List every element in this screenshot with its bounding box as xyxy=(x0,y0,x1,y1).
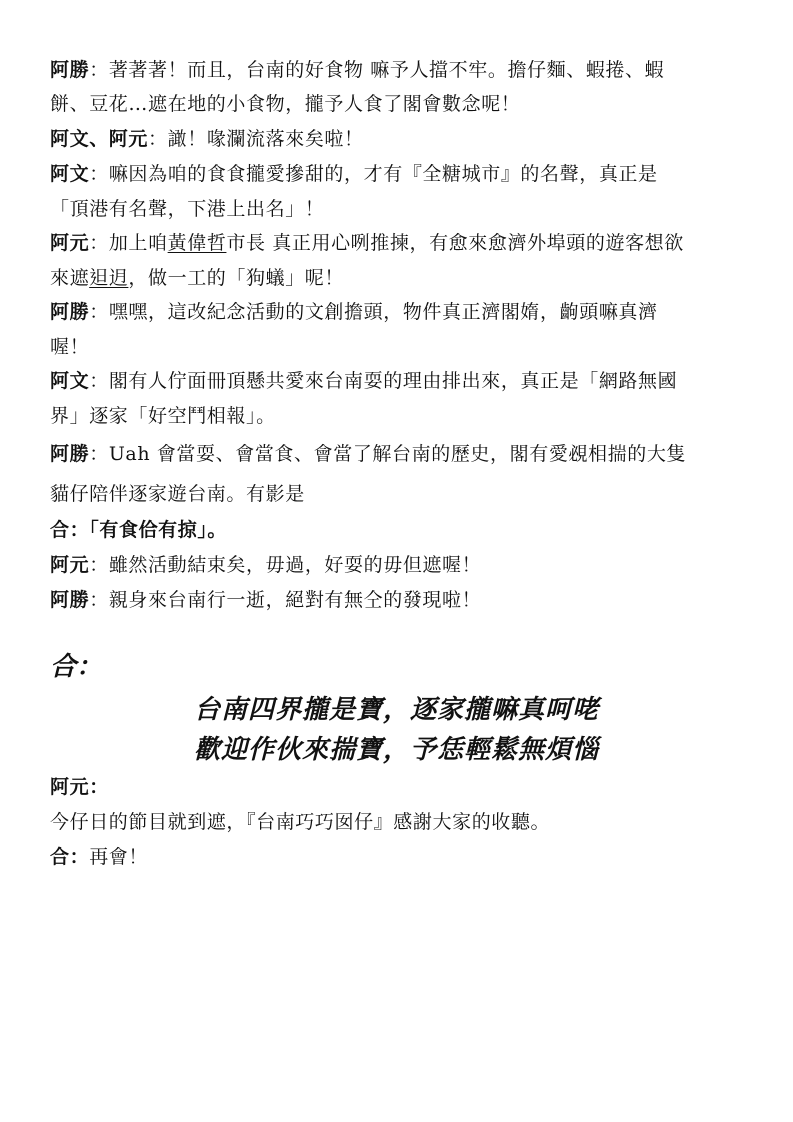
dialogue-line xyxy=(50,197,750,221)
chorus-line: 台南四界攏是寶，逐家攏嘛真呵咾 xyxy=(193,695,599,725)
speaker-separator: ： xyxy=(89,370,109,392)
dialogue-line xyxy=(50,300,750,324)
speaker-separator: ： xyxy=(89,59,109,81)
speaker-name: 阿文 xyxy=(50,370,90,392)
speaker-name: 合 xyxy=(50,519,70,541)
dialogue-line xyxy=(50,335,750,359)
underlined-word: 𨑨迌 xyxy=(89,267,129,289)
speaker-name: 阿元 xyxy=(50,232,90,254)
line-text: 「有食佮有掠」。 xyxy=(89,519,228,541)
dialogue-line xyxy=(50,92,750,116)
line-text: 親身來台南行一逝，絕對有無仝的發現啦！ xyxy=(108,589,482,611)
underlined-name: 黃偉哲 xyxy=(167,232,227,254)
speaker-name: 阿勝 xyxy=(50,59,90,81)
dialogue-line xyxy=(50,231,750,255)
line-text: 閣有人佇面冊頂懸共愛來台南耍的理由排出來，真正是「網路無國 xyxy=(108,370,678,392)
speaker-name: 阿勝 xyxy=(50,589,90,611)
speaker-name: 阿勝 xyxy=(50,301,90,323)
dialogue-line xyxy=(50,58,750,82)
closing-speaker-line xyxy=(50,775,750,799)
dialogue-line xyxy=(50,442,750,466)
line-text: 界」逐家「好空鬥相報」。 xyxy=(50,405,276,427)
line-text: 雖然活動結束矣，毋過，好耍的毋但遮喔！ xyxy=(108,554,482,576)
dialogue-line xyxy=(50,482,750,506)
chorus-heading: 合： xyxy=(50,652,103,682)
line-text: 喔！ xyxy=(50,336,90,358)
line-text: 嘿嘿，這改紀念活動的文創擔頭，物件真正濟閣媠，齣頭嘛真濟 xyxy=(108,301,658,323)
speaker-separator: ： xyxy=(148,128,168,150)
speaker-separator: ： xyxy=(69,519,90,541)
line-text: 來遮 xyxy=(50,267,90,289)
speaker-name: 阿文、阿元 xyxy=(50,128,149,150)
line-text: 市長 真正用心咧推揀，有愈來愈濟外埠頭的遊客想欲 xyxy=(226,232,684,254)
speaker-separator: ： xyxy=(89,163,109,185)
line-text: 餅、豆花…遮在地的小食物，攏予人食了閣會數念呢！ xyxy=(50,93,521,115)
speaker-separator: ： xyxy=(89,589,109,611)
speaker-name: 合： xyxy=(50,846,90,868)
speaker-name: 阿勝 xyxy=(50,443,90,465)
line-text: 「頂港有名聲，下港上出名」！ xyxy=(50,198,325,220)
speaker-separator: ： xyxy=(89,232,109,254)
speaker-separator: ： xyxy=(89,554,109,576)
closing-text-line xyxy=(50,810,750,834)
line-text: 譀！喙瀾流落來矣啦！ xyxy=(167,128,364,150)
final-line xyxy=(50,845,750,869)
dialogue-line xyxy=(50,127,750,151)
speaker-separator: ： xyxy=(89,301,109,323)
dialogue-line xyxy=(50,588,750,612)
dialogue-line xyxy=(50,404,750,428)
line-text: 著著著！而且，台南的好食物 嘛予人擋不牢。擔仔麵、蝦捲、蝦 xyxy=(108,59,665,81)
line-text: 貓仔陪伴逐家遊台南。有影是 xyxy=(50,483,305,505)
line-text: 再會！ xyxy=(89,846,149,868)
line-text: Uah 會當耍、會當食、會當了解台南的歷史，閣有愛覕相揣的大隻 xyxy=(108,443,687,465)
dialogue-line xyxy=(50,553,750,577)
speaker-separator: ： xyxy=(89,443,109,465)
dialogue-line xyxy=(50,369,750,393)
chorus-line: 歡迎作伙來揣寶，予恁輕鬆無煩惱 xyxy=(193,735,599,765)
line-text: 嘛因為咱的食食攏愛摻甜的，才有『全糖城市』的名聲，真正是 xyxy=(108,163,658,185)
speaker-name: 阿文 xyxy=(50,163,90,185)
dialogue-line xyxy=(50,518,750,542)
dialogue-line xyxy=(50,266,750,290)
speaker-name: 阿元 xyxy=(50,554,90,576)
line-text: ，做一工的「狗蟻」呢！ xyxy=(128,267,345,289)
line-text: 加上咱 xyxy=(108,232,168,254)
dialogue-line xyxy=(50,162,750,186)
speaker-name: 阿元： xyxy=(50,776,109,798)
line-text: 今仔日的節目就到遮，『台南巧巧囡仔』感謝大家的收聽。 xyxy=(50,811,551,833)
